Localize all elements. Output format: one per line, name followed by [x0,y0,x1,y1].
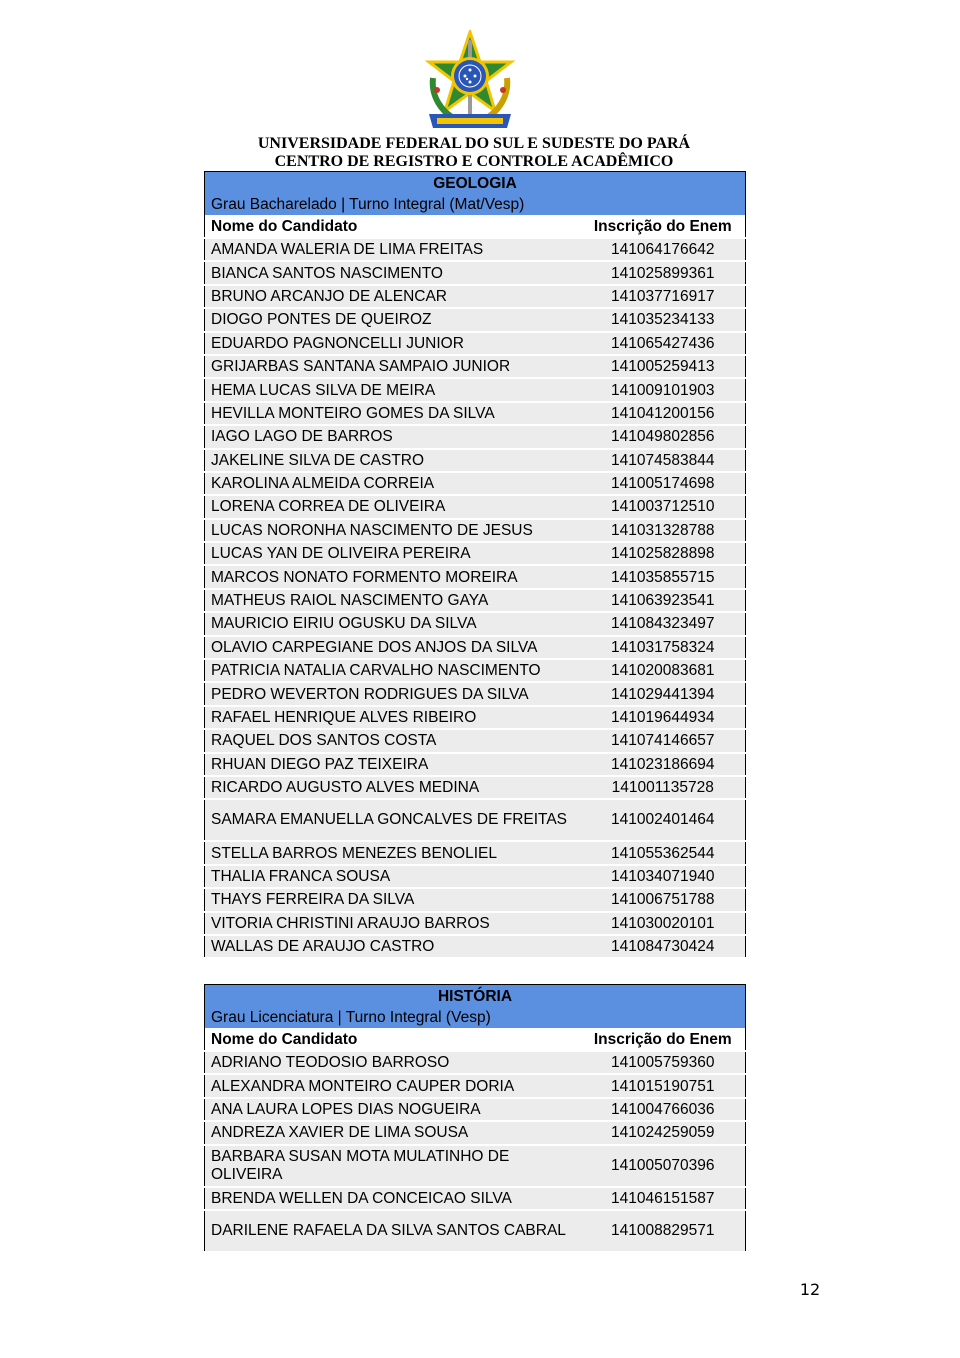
candidate-name: RHUAN DIEGO PAZ TEIXEIRA [205,753,581,776]
candidate-name: DARILENE RAFAELA DA SILVA SANTOS CABRAL [205,1210,581,1252]
table-row [205,636,746,659]
enem-registration: 141046151587 [581,1187,746,1210]
enem-registration: 141024259059 [581,1121,746,1144]
candidate-name: LORENA CORREA DE OLIVEIRA [205,495,581,518]
enem-registration: 141063923541 [581,589,746,612]
candidates-table-geologia [204,171,746,959]
enem-registration: 141049802856 [581,425,746,448]
enem-registration: 141005174698 [581,472,746,495]
enem-registration: 141001135728 [581,776,746,799]
section-subtitle: Grau Licenciatura | Turno Integral (Vesp) [205,1007,746,1028]
section-subtitle: Grau Bacharelado | Turno Integral (Mat/Vesp) [205,194,746,215]
candidate-name: RAQUEL DOS SANTOS COSTA [205,729,581,752]
table-row [205,912,746,935]
section-title: GEOLOGIA [205,172,746,195]
table-row [205,706,746,729]
candidate-name: AMANDA WALERIA DE LIMA FREITAS [205,238,581,261]
table-row [205,1051,746,1074]
coat-of-arms-icon [423,30,517,134]
table-row [205,472,746,495]
seal-ribbon [429,114,511,128]
section-title-row [205,172,746,195]
enem-registration: 141005759360 [581,1051,746,1074]
enem-registration: 141004766036 [581,1098,746,1121]
enem-registration: 141041200156 [581,402,746,425]
page-number: 12 [799,1280,821,1299]
table-row [205,425,746,448]
table-row [205,261,746,284]
candidate-name: STELLA BARROS MENEZES BENOLIEL [205,841,581,864]
enem-registration: 141034071940 [581,865,746,888]
candidate-name: ANDREZA XAVIER DE LIMA SOUSA [205,1121,581,1144]
table-row [205,753,746,776]
table-row [205,888,746,911]
enem-registration: 141029441394 [581,682,746,705]
enem-registration: 141035234133 [581,308,746,331]
candidate-name: ALEXANDRA MONTEIRO CAUPER DORIA [205,1074,581,1097]
table-row [205,1098,746,1121]
column-header-enem: Inscrição do Enem [581,1028,746,1051]
university-name: UNIVERSIDADE FEDERAL DO SUL E SUDESTE DO PARÁ [257,135,691,152]
table-row [205,865,746,888]
candidate-name: LUCAS NORONHA NASCIMENTO DE JESUS [205,519,581,542]
candidate-name: RAFAEL HENRIQUE ALVES RIBEIRO [205,706,581,729]
candidate-name: BRUNO ARCANJO DE ALENCAR [205,285,581,308]
enem-registration: 141055362544 [581,841,746,864]
candidate-name: KAROLINA ALMEIDA CORREIA [205,472,581,495]
table-row [205,612,746,635]
table-row [205,1074,746,1097]
candidate-name: LUCAS YAN DE OLIVEIRA PEREIRA [205,542,581,565]
table-row [205,935,746,958]
table-row [205,449,746,472]
table-row [205,776,746,799]
enem-registration: 141030020101 [581,912,746,935]
section-title-row [205,985,746,1008]
table-row [205,1145,746,1187]
candidate-name: THALIA FRANCA SOUSA [205,865,581,888]
candidate-name: JAKELINE SILVA DE CASTRO [205,449,581,472]
table-row [205,402,746,425]
enem-registration: 141084323497 [581,612,746,635]
enem-registration: 141023186694 [581,753,746,776]
enem-registration: 141074146657 [581,729,746,752]
candidate-name: SAMARA EMANUELLA GONCALVES DE FREITAS [205,799,581,841]
table-row [205,308,746,331]
table-row [205,659,746,682]
enem-registration: 141002401464 [581,799,746,841]
enem-registration: 141005070396 [581,1145,746,1187]
table-row [205,542,746,565]
enem-registration: 141025828898 [581,542,746,565]
table-row [205,332,746,355]
column-header-name: Nome do Candidato [205,215,581,238]
candidate-name: GRIJARBAS SANTANA SAMPAIO JUNIOR [205,355,581,378]
table-row [205,841,746,864]
candidate-name: PATRICIA NATALIA CARVALHO NASCIMENTO [205,659,581,682]
candidate-name: BRENDA WELLEN DA CONCEICAO SILVA [205,1187,581,1210]
department-name: CENTRO DE REGISTRO E CONTROLE ACADÊMICO [274,153,674,170]
candidate-name: IAGO LAGO DE BARROS [205,425,581,448]
table-row [205,1121,746,1144]
column-header-row [205,1028,746,1051]
candidate-name: DIOGO PONTES DE QUEIROZ [205,308,581,331]
enem-registration: 141064176642 [581,238,746,261]
candidates-table-historia [204,984,746,1253]
enem-registration: 141031328788 [581,519,746,542]
candidate-name: MARCOS NONATO FORMENTO MOREIRA [205,565,581,588]
enem-registration: 141074583844 [581,449,746,472]
table-row [205,799,746,841]
candidate-name: PEDRO WEVERTON RODRIGUES DA SILVA [205,682,581,705]
table-row [205,1210,746,1252]
candidate-name: WALLAS DE ARAUJO CASTRO [205,935,581,958]
candidate-name: RICARDO AUGUSTO ALVES MEDINA [205,776,581,799]
candidate-name: ADRIANO TEODOSIO BARROSO [205,1051,581,1074]
enem-registration: 141037716917 [581,285,746,308]
candidate-name: BIANCA SANTOS NASCIMENTO [205,261,581,284]
candidate-name: MAURICIO EIRIU OGUSKU DA SILVA [205,612,581,635]
enem-registration: 141005259413 [581,355,746,378]
enem-registration: 141025899361 [581,261,746,284]
candidate-name: EDUARDO PAGNONCELLI JUNIOR [205,332,581,355]
enem-registration: 141015190751 [581,1074,746,1097]
seal-blue-disc [451,57,489,95]
column-header-name: Nome do Candidato [205,1028,581,1051]
column-header-row [205,215,746,238]
section-subtitle-row [205,194,746,215]
enem-registration: 141065427436 [581,332,746,355]
enem-registration: 141006751788 [581,888,746,911]
table-row [205,565,746,588]
enem-registration: 141035855715 [581,565,746,588]
table-row [205,1187,746,1210]
section-title: HISTÓRIA [205,985,746,1008]
candidate-name: MATHEUS RAIOL NASCIMENTO GAYA [205,589,581,612]
table-row [205,682,746,705]
enem-registration: 141003712510 [581,495,746,518]
candidate-name: THAYS FERREIRA DA SILVA [205,888,581,911]
candidate-name: OLAVIO CARPEGIANE DOS ANJOS DA SILVA [205,636,581,659]
candidate-name: ANA LAURA LOPES DIAS NOGUEIRA [205,1098,581,1121]
table-row [205,589,746,612]
enem-registration: 141031758324 [581,636,746,659]
enem-registration: 141019644934 [581,706,746,729]
candidate-name: HEVILLA MONTEIRO GOMES DA SILVA [205,402,581,425]
section-subtitle-row [205,1007,746,1028]
table-row [205,729,746,752]
candidate-name: BARBARA SUSAN MOTA MULATINHO DE OLIVEIRA [205,1145,581,1187]
enem-registration: 141084730424 [581,935,746,958]
table-row [205,285,746,308]
table-row [205,238,746,261]
candidate-name: VITORIA CHRISTINI ARAUJO BARROS [205,912,581,935]
table-row [205,495,746,518]
table-row [205,378,746,401]
enem-registration: 141008829571 [581,1210,746,1252]
table-row [205,355,746,378]
enem-registration: 141020083681 [581,659,746,682]
candidate-name: HEMA LUCAS SILVA DE MEIRA [205,378,581,401]
column-header-enem: Inscrição do Enem [581,215,746,238]
table-row [205,519,746,542]
enem-registration: 141009101903 [581,378,746,401]
